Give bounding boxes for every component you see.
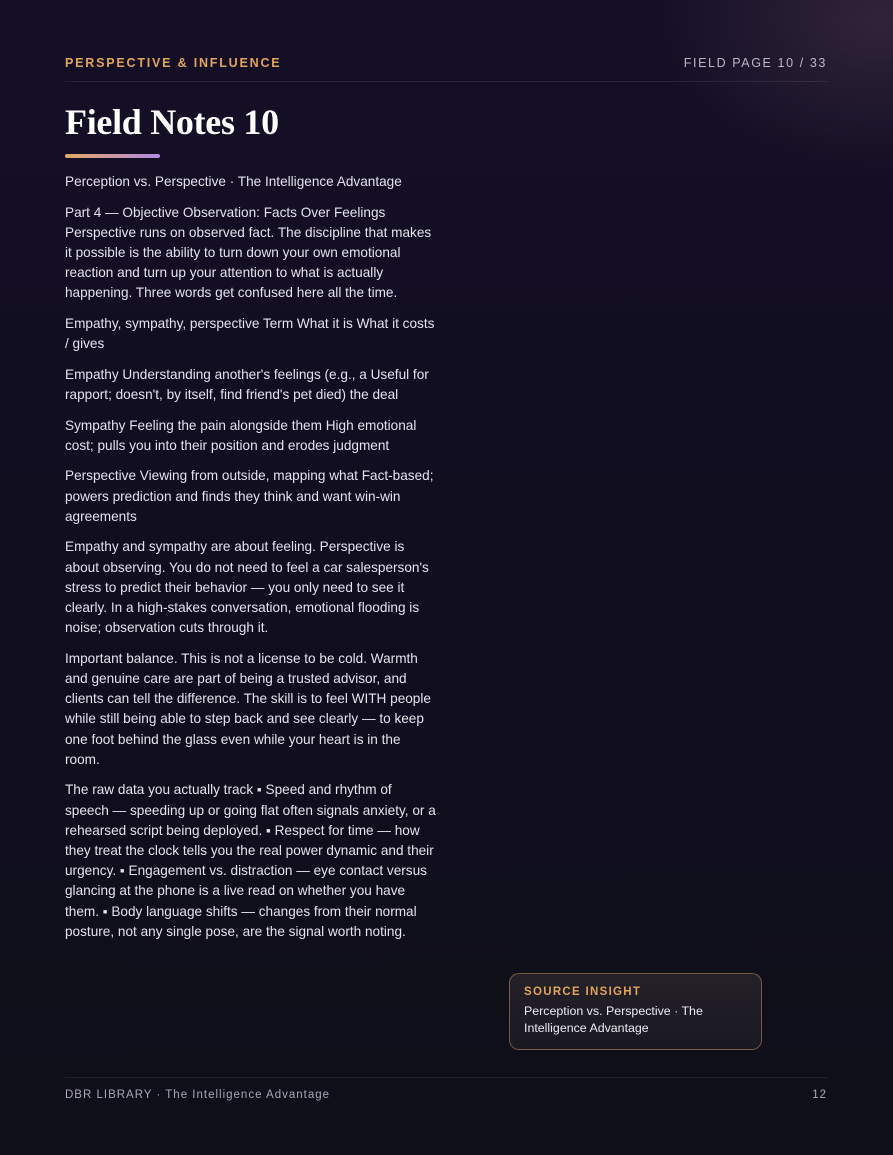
paragraph: Empathy, sympathy, perspective Term What it is What it costs / gives — [65, 316, 435, 352]
page-header — [65, 56, 827, 82]
source-insight-label: SOURCE INSIGHT — [524, 986, 642, 998]
paragraph: Perspective Viewing from outside, mapping what Fact-based; powers prediction and finds they think and want win-win agreements — [65, 468, 434, 524]
source-insight-card — [509, 973, 762, 1050]
source-insight-text: Perception vs. Perspective · The Intelligence Advantage — [524, 1004, 703, 1035]
body-text — [65, 172, 437, 952]
field-page-count: FIELD PAGE 10 / 33 — [683, 56, 827, 70]
section-kicker: PERSPECTIVE & INFLUENCE — [65, 56, 282, 70]
paragraph: Part 4 — Objective Observation: Facts Over Feelings Perspective runs on observed fact. The discipline that makes it possible is the ability to turn down your own emotional reaction and turn up your attention to what is actually happening. Three words get confused here all the time. — [65, 204, 432, 301]
footer-page-number: 12 — [812, 1089, 827, 1101]
footer-library-label: DBR LIBRARY · The Intelligence Advantage — [65, 1089, 331, 1101]
paragraph: Empathy Understanding another's feelings (e.g., a Useful for rapport; doesn't, by itself, find friend's pet died) the deal — [65, 366, 429, 402]
title-accent-bar — [65, 154, 160, 158]
paragraph: Sympathy Feeling the pain alongside them High emotional cost; pulls you into their position and erodes judgment — [65, 417, 417, 453]
paragraph: The raw data you actually track ▪ Speed and rhythm of speech — speeding up or going flat often signals anxiety, or a rehearsed script being deployed. ▪ Respect for time — how they treat the clock tells you the real power dynamic and their urgency. ▪ Engagement vs. distraction — eye contact versus glancing at the phone is a live read on whether you have them. ▪ Body language shifts — changes from their normal posture, not any single pose, are the signal worth noting. — [65, 782, 436, 939]
page-footer — [65, 1077, 827, 1107]
subtitle-paragraph: Perception vs. Perspective · The Intelligence Advantage — [65, 174, 402, 189]
paragraph: Important balance. This is not a license to be cold. Warmth and genuine care are part of being a trusted advisor, and clients can tell the difference. The skill is to feel WITH people while still being able to step back and see clearly — to keep one foot behind the glass even while your heart is in the room. — [65, 650, 431, 767]
paragraph: Empathy and sympathy are about feeling. Perspective is about observing. You do not need to feel a car salesperson's stress to predict their behavior — you only need to see it clearly. In a high-stakes conversation, emotional flooding is noise; observation cuts through it. — [65, 539, 429, 636]
page-title: Field Notes 10 — [65, 102, 279, 142]
